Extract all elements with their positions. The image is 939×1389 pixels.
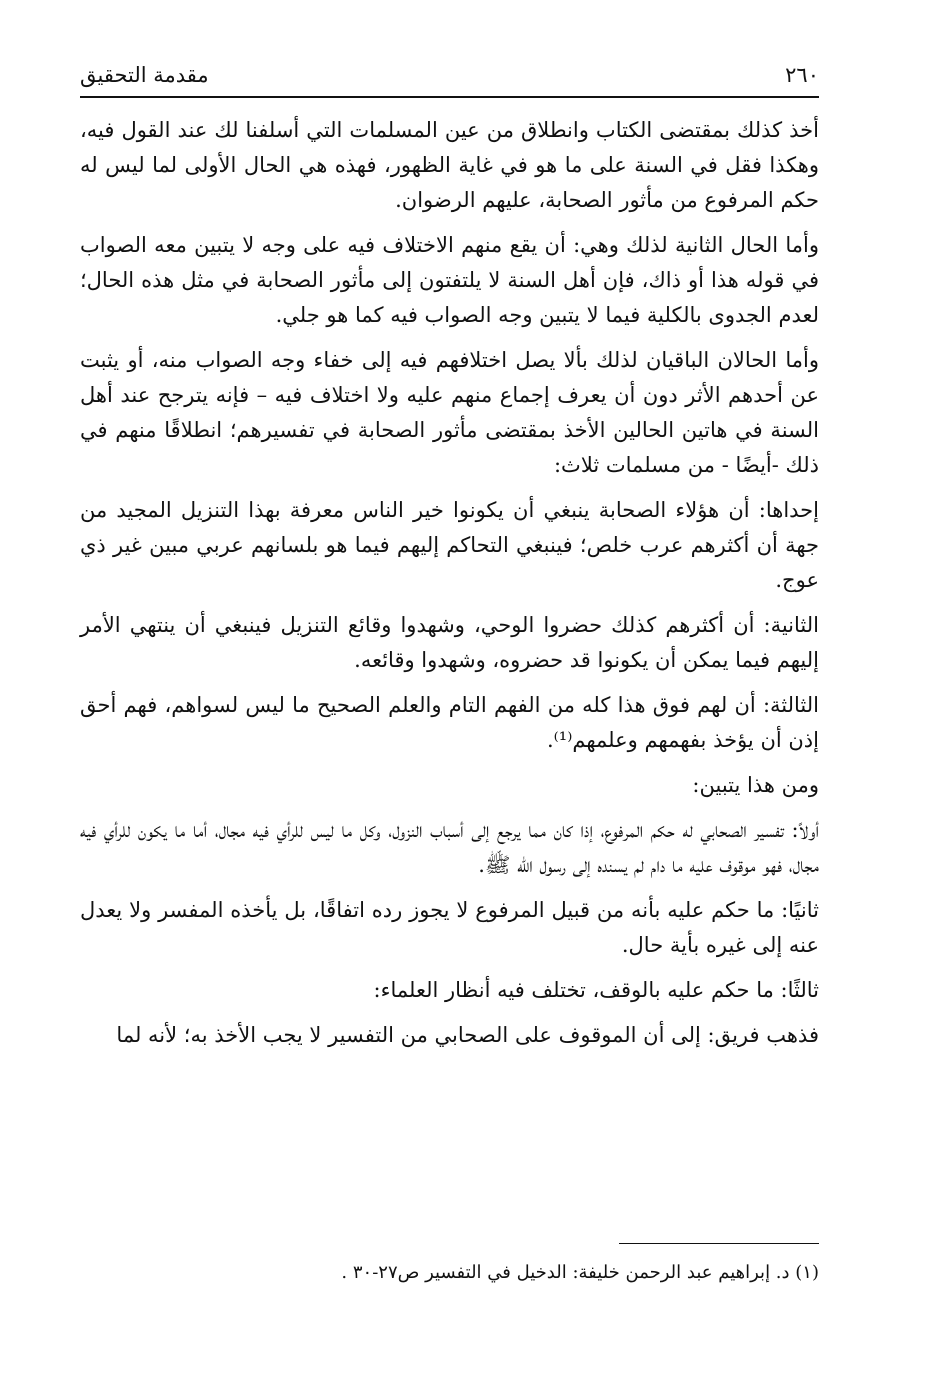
- paragraph: وأما الحالان الباقيان لذلك بألا يصل اختلافهم فيه إلى خفاء وجه الصواب منه، أو يثبت عن أحدهم الأثر دون أن يعرف إجماع منهم عليه ولا اختلاف فيه – فإنه يترجح عند أهل السنة في هاتين الحالين الأخذ بمقتضى مأثور الصحابة في تفسيرهم؛ انطلاقًا منهم في ذلك -أيضًا - من مسلمات ثلاث:: [80, 348, 819, 477]
- paragraph: أولاً: تفسير الصحابي له حكم المرفوع، إذا كان مما يرجع إلى أسباب النزول، وكل ما ليس للرأي فيه مجال، أما ما يكون للرأي فيه مجال، فهو موقوف عليه ما دام لم يسنده إلى رسول الله ﷺ.: [80, 818, 819, 877]
- paragraph: إحداها: أن هؤلاء الصحابة ينبغي أن يكونوا خير الناس معرفة بهذا التنزيل المجيد من جهة أن أكثرهم عرب خلص؛ فينبغي التحاكم إليهم فيما هو بلسانهم عربي مبين غير ذي عوج.: [80, 498, 819, 592]
- paragraph: الثالثة: أن لهم فوق هذا كله من الفهم التام والعلم الصحيح ما ليس لسواهم، فهم أحق إذن أن يؤخذ بفهمهم وعلمهم⁽¹⁾.: [80, 693, 819, 752]
- footnote: [80, 1258, 819, 1288]
- body-text: [80, 113, 819, 1063]
- paragraph: الثانية: أن أكثرهم كذلك حضروا الوحي، وشهدوا وقائع التنزيل فينبغي أن ينتهي الأمر إليهم فيما يمكن أن يكونوا قد حضروه، وشهدوا وقائعه.: [80, 613, 819, 672]
- page-header: [80, 58, 819, 98]
- paragraph: ثالثًا: ما حكم عليه بالوقف، تختلف فيه أنظار العلماء:: [373, 978, 819, 1002]
- running-title: مقدمة التحقيق: [80, 63, 209, 87]
- paragraph: ومن هذا يتبين:: [692, 773, 819, 797]
- paragraph: فذهب فريق: إلى أن الموقوف على الصحابي من التفسير لا يجب الأخذ به؛ لأنه لما: [116, 1023, 819, 1047]
- footnote-text: د. إبراهيم عبد الرحمن خليفة: الدخيل في التفسير ص٢٧-٣٠ .: [341, 1262, 790, 1283]
- paragraph: وأما الحال الثانية لذلك وهي: أن يقع منهم الاختلاف فيه على وجه لا يتبين معه الصواب في قوله هذا أو ذاك، فإن أهل السنة لا يلتفتون إلى مأثور الصحابة في مثل هذه الحال؛ لعدم الجدوى بالكلية فيما لا يتبين وجه الصواب فيه كما هو جلي.: [80, 233, 819, 327]
- footnote-separator: [619, 1243, 819, 1244]
- footnote-marker: (١): [795, 1262, 819, 1283]
- paragraph: أخذ كذلك بمقتضى الكتاب وانطلاق من عين المسلمات التي أسلفنا لك عند القول فيه، وهكذا فقل في السنة على ما هو في غاية الظهور، فهذه هي الحال الأولى لما ليس له حكم المرفوع من مأثور الصحابة، عليهم الرضوان.: [80, 118, 819, 212]
- page-number: ٢٦٠: [785, 63, 819, 87]
- paragraph: ثانيًا: ما حكم عليه بأنه من قبيل المرفوع لا يجوز رده اتفاقًا، بل يأخذه المفسر ولا يعدل عنه إلى غيره بأية حال.: [80, 898, 819, 957]
